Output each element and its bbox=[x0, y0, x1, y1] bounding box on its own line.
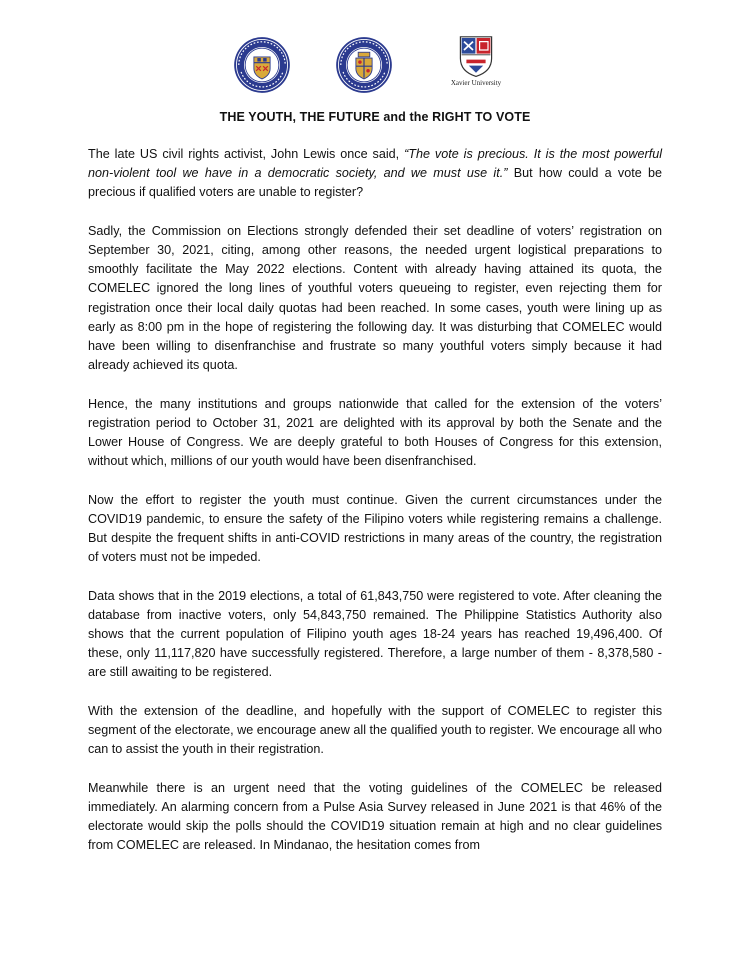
paragraph-5: Data shows that in the 2019 elections, a total of 61,843,750 were registered to vote. After cleaning the database from inactive voters, only 54,843,750 remained. The Philippine Statistics Authority also shows that the current population of Filipino youth ages 18-24 years has reached 19,496,400. Of these, only 11,117,820 have successfully registered. Therefore, a large number of them - 8,378,580 - are still awaiting to be registered. bbox=[88, 588, 662, 680]
paragraph-2: Sadly, the Commission on Elections strongly defended their set deadline of voters’ registration on September 30, 2021, citing, among other reasons, the needed urgent logistical preparations to smoothly facilitate the May 2022 elections. Content with already having attained its quota, the COMELEC ignored the long lines of youthful voters queueing to register, even rejecting them for registration once their local daily quotas had been reached. In some cases, youth were lining up as early as 8:00 pm in the hope of registering the following day. It was disturbing that COMELEC would have been willing to disenfranchise and frustrate so many youthful voters simply because it had already achieved its quota. bbox=[88, 223, 662, 373]
header-logos bbox=[0, 32, 750, 102]
paragraph-1-intro: The late US civil rights activist, John Lewis once said, bbox=[88, 147, 405, 161]
john-lewis-quote: “The vote is precious. It is the most powerful non-violent tool we have in a democratic society, and we must use it.” bbox=[88, 147, 662, 181]
document-body bbox=[88, 145, 662, 875]
university-seal-2-icon bbox=[335, 36, 393, 94]
paragraph-1 bbox=[88, 145, 662, 203]
paragraph-1-question: But how could a vote be precious if qualified voters are unable to register? bbox=[88, 166, 662, 200]
xavier-university-logo bbox=[448, 34, 504, 102]
paragraph-7: Meanwhile there is an urgent need that the voting guidelines of the COMELEC be released immediately. An alarming concern from a Pulse Asia Survey released in June 2021 is that 46% of the electorate would skip the polls should the COVID19 situation remain at high and no clear guidelines from COMELEC are released. In Mindanao, the hesitation comes from bbox=[88, 780, 662, 853]
xavier-university-name: Xavier University bbox=[450, 79, 502, 87]
university-seal-1-icon bbox=[233, 36, 291, 94]
paragraph-3: Hence, the many institutions and groups nationwide that called for the extension of the voters’ registration period to October 31, 2021 are delighted with its approval by both the Senate and the Lower House of Congress. We are deeply grateful to both Houses of Congress for this extension, without which, millions of our youth would have been disenfranchised. bbox=[88, 396, 662, 469]
document-title: THE YOUTH, THE FUTURE and the RIGHT TO VOTE bbox=[219, 110, 531, 124]
paragraph-6: With the extension of the deadline, and hopefully with the support of COMELEC to register this segment of the electorate, we encourage anew all the qualified youth to register. We encourage all who can to assist the youth in their registration. bbox=[88, 703, 662, 757]
paragraph-4: Now the effort to register the youth must continue. Given the current circumstances under the COVID19 pandemic, to ensure the safety of the Filipino voters while registering remains a challenge. But despite the frequent shifts in anti-COVID restrictions in many areas of the country, the registration of voters must not be impeded. bbox=[88, 492, 662, 565]
xavier-shield-icon bbox=[458, 34, 494, 78]
